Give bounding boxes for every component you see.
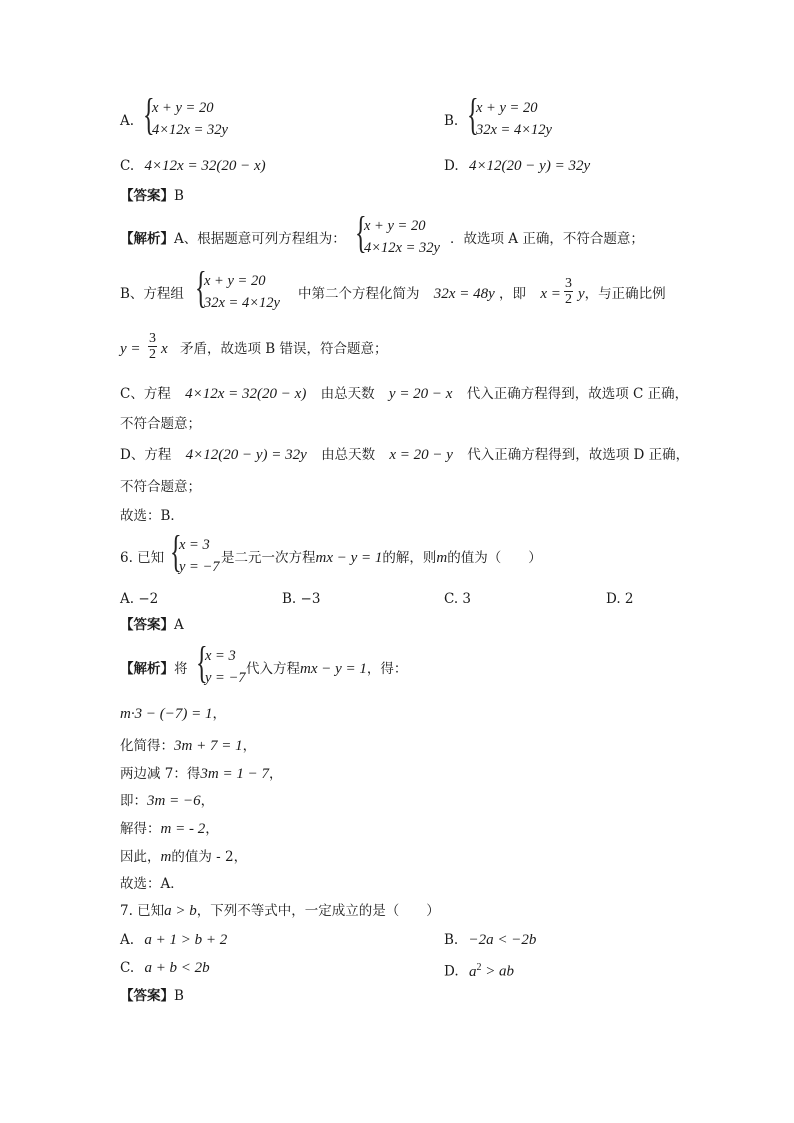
option-expression: a + b < 2b [144, 960, 210, 976]
analysis-tag: 【解析】 [120, 661, 174, 677]
left-brace-icon: { [195, 263, 207, 312]
fraction-denominator: 2 [565, 292, 572, 307]
variable: m [436, 550, 448, 566]
option-expression: a [468, 963, 477, 980]
equation: y = [120, 341, 141, 357]
left-brace-icon: { [467, 90, 479, 139]
option-expression: 4×12x = 32(20 − x) [144, 158, 266, 174]
stem-text: 的值为（ ） [447, 550, 542, 566]
q6-stem-text [221, 549, 542, 567]
equation-row: 32x = 4×12y [204, 295, 280, 311]
equation: 4×12(20 − y) = 32y [185, 447, 307, 463]
q6-step-5 [120, 820, 219, 838]
analysis-text: 由总天数 [320, 386, 375, 402]
fraction-denominator: 2 [149, 347, 156, 362]
q5-analysis-d [120, 446, 689, 464]
option-expression: 4×12(20 − y) = 32y [468, 158, 591, 174]
analysis-text: 解得： [120, 821, 161, 837]
equation: mx − y = 1 [315, 550, 383, 566]
left-brace-icon: { [170, 527, 182, 576]
q5-analysis-b-fraction [563, 276, 574, 307]
analysis-text: 代入正确方程得到，故选项 D 正确， [467, 447, 690, 463]
q6-step-4 [120, 792, 214, 810]
q6-option-d: D. 2 [606, 591, 634, 607]
equation-row: y = −7 [179, 559, 220, 575]
answer-tag: 【答案】 [120, 617, 174, 633]
q7-option-c [120, 959, 210, 977]
answer-value: B [174, 988, 184, 1004]
analysis-text: ， [205, 821, 219, 837]
option-expression: > ab [481, 963, 515, 980]
exponent: 2 [476, 962, 482, 973]
q5-answer [120, 187, 184, 205]
equation: 4×12x = 32(20 − x) [185, 386, 307, 402]
equation-row: x + y = 20 [364, 218, 426, 234]
analysis-text: ，即 [499, 286, 527, 302]
q6-step-1 [120, 705, 226, 723]
analysis-tag: 【解析】 [120, 231, 174, 247]
analysis-text: ， [212, 706, 226, 722]
q7-option-a [120, 931, 227, 949]
analysis-text: ， [242, 738, 257, 754]
stem-text: 的解，则 [382, 550, 437, 566]
q5-analysis-c [120, 385, 688, 403]
q6-stem-pre: 6. 已知 [120, 550, 165, 566]
option-label: C. [120, 158, 135, 174]
equation: x = [540, 286, 561, 302]
equation: m·3 − (−7) = 1 [120, 706, 213, 722]
q5-conclusion: 故选：B． [120, 508, 184, 524]
analysis-text: ， [200, 793, 215, 809]
analysis-text: 将 [174, 661, 188, 677]
analysis-text: 因此， [120, 849, 161, 865]
q5-analysis-b2-fraction [147, 331, 158, 362]
q6-option-c: C. 3 [444, 591, 472, 607]
equation-row: x = 3 [179, 537, 210, 553]
q7-option-b [444, 931, 536, 949]
equation-row: x = 3 [205, 648, 236, 664]
analysis-text: 由总天数 [321, 447, 376, 463]
q5-analysis-b-pre: B、方程组 [120, 286, 184, 302]
fraction-numerator: 3 [149, 331, 156, 346]
stem-text: 7. 已知 [120, 903, 165, 919]
stem-text: 是二元一次方程 [221, 550, 316, 566]
analysis-text: ，与正确比例 [584, 286, 666, 302]
equation-row: x + y = 20 [476, 100, 538, 116]
q6-analysis-head [120, 660, 188, 678]
q6-step-3 [120, 765, 282, 783]
equation: 32x = 48y [433, 286, 495, 302]
equation-row: 4×12x = 32y [152, 122, 228, 138]
equation-row: x + y = 20 [204, 273, 266, 289]
analysis-text: 即： [120, 793, 147, 809]
equation: y [578, 286, 585, 302]
q6-option-b: B. −3 [282, 591, 321, 607]
q6-analysis-head-post [246, 660, 407, 678]
option-label: D. [444, 963, 459, 980]
q5-option-c [120, 157, 266, 175]
variable: m [160, 849, 172, 865]
equation-row: 32x = 4×12y [476, 122, 552, 138]
q5-analysis-b2-post [161, 340, 387, 358]
q5-analysis-c-line2: 不符合题意； [120, 416, 201, 432]
answer-value: B [174, 188, 184, 204]
fraction-numerator: 3 [565, 276, 572, 291]
answer-value: A [174, 617, 184, 633]
equation: m = - 2 [160, 821, 206, 837]
equation-row: 4×12x = 32y [364, 240, 440, 256]
q6-step-6 [120, 848, 247, 866]
option-label: B. [444, 932, 459, 948]
equation: y = 20 − x [388, 386, 453, 402]
q5-analysis-b-line2 [120, 340, 141, 358]
analysis-text: 矛盾，故选项 B 错误，符合题意； [179, 341, 388, 357]
equation: x = 20 − y [389, 447, 453, 463]
left-brace-icon: { [143, 90, 155, 139]
analysis-text: 两边减 7：得 [120, 766, 201, 782]
q5-analysis-a [120, 230, 346, 248]
q7-stem [120, 902, 440, 920]
q6-option-a: A. −2 [120, 591, 159, 607]
q5-option-b-label: B. [444, 113, 459, 129]
q5-analysis-a-post: ．故选项 A 正确，不符合题意； [450, 231, 644, 247]
analysis-text: 中第二个方程化简为 [298, 286, 420, 302]
equation: x [161, 341, 168, 357]
analysis-text: 代入正确方程得到，故选项 C 正确， [466, 386, 689, 402]
analysis-text: 代入方程 [246, 661, 300, 677]
equation: 3m = 1 − 7 [200, 766, 269, 782]
left-brace-icon: { [196, 638, 208, 687]
option-expression: −2a < −2b [468, 932, 537, 948]
q5-analysis-d-line2: 不符合题意； [120, 479, 201, 495]
analysis-text: ，得： [366, 661, 408, 677]
analysis-text: A、根据题意可列方程组为： [174, 231, 346, 247]
analysis-text: ， [268, 766, 283, 782]
stem-text: ，下列不等式中，一定成立的是（ ） [196, 903, 440, 919]
q5-option-a-label: A. [120, 113, 135, 129]
equation: 3m + 7 = 1 [174, 738, 243, 754]
q6-answer [120, 616, 184, 634]
q6-step-2 [120, 737, 256, 755]
option-expression: a + 1 > b + 2 [144, 932, 228, 948]
option-label: A. [120, 932, 135, 948]
analysis-text: 的值为 - 2， [171, 849, 248, 865]
left-brace-icon: { [355, 208, 367, 257]
analysis-text: 化简得： [120, 738, 174, 754]
analysis-text: D、方程 [120, 447, 172, 463]
q6-conclusion: 故选：A． [120, 876, 184, 892]
q7-answer [120, 987, 184, 1005]
equation-row: y = −7 [205, 670, 246, 686]
equation: mx − y = 1 [300, 661, 367, 677]
option-label: C. [120, 960, 135, 976]
equation: a > b [164, 903, 197, 919]
q5-analysis-b-post [578, 285, 666, 303]
q5-analysis-b-text [298, 285, 561, 303]
equation: 3m = −6 [147, 793, 201, 809]
q7-option-d [444, 959, 514, 981]
option-label: D. [444, 158, 459, 174]
q5-option-d [444, 157, 590, 175]
answer-tag: 【答案】 [120, 188, 174, 204]
equation-row: x + y = 20 [152, 100, 214, 116]
answer-tag: 【答案】 [120, 988, 174, 1004]
analysis-text: C、方程 [120, 386, 171, 402]
